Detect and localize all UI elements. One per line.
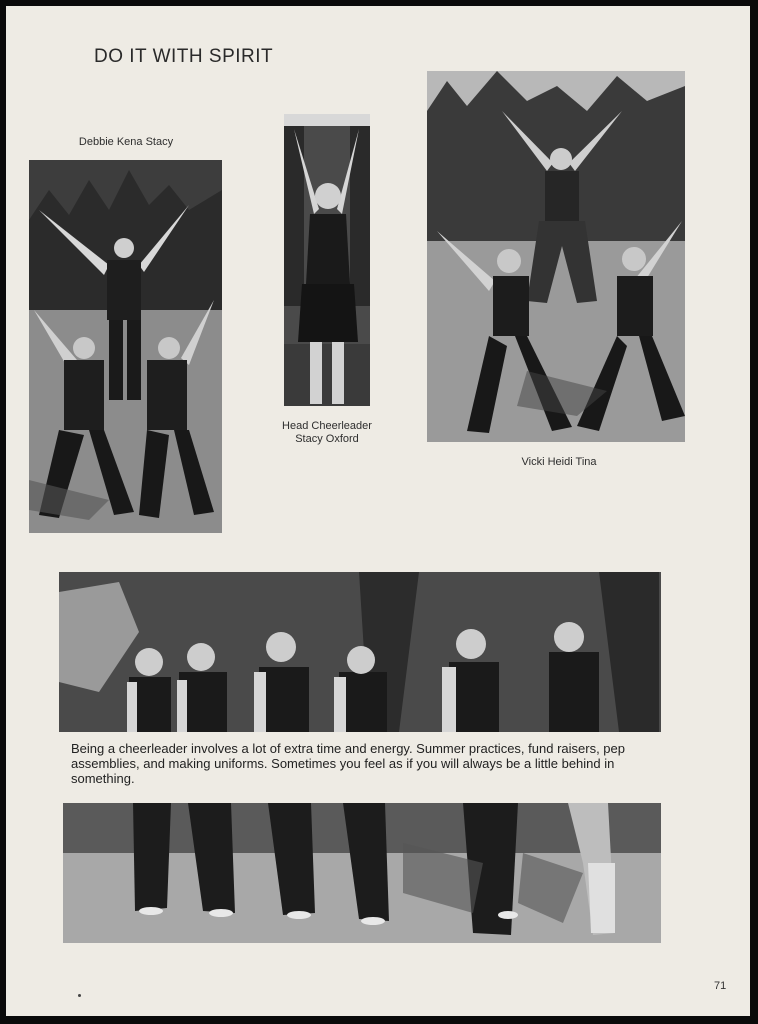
right-photo-caption: Vicki Heidi Tina bbox=[521, 456, 597, 468]
photo-pyramid-right bbox=[427, 71, 685, 442]
photo-head-cheerleader bbox=[284, 114, 370, 406]
photo-squad-line-lower bbox=[63, 803, 661, 943]
center-caption-line1: Head Cheerleader bbox=[282, 420, 372, 432]
center-caption-line2: Stacy Oxford bbox=[295, 433, 359, 445]
page-title: DO IT WITH SPIRIT bbox=[94, 46, 274, 67]
yearbook-page bbox=[6, 6, 750, 1016]
center-photo-caption bbox=[261, 420, 393, 446]
print-speck bbox=[78, 994, 81, 997]
body-paragraph: Being a cheerleader involves a lot of extra time and energy. Summer practices, fund raisers, pep assemblies, and making uniforms. Sometimes you feel as if you will always be a little behind in something. bbox=[71, 741, 625, 786]
left-photo-caption: Debbie Kena Stacy bbox=[78, 136, 174, 148]
photo-pyramid-three-cheerleaders bbox=[29, 160, 222, 533]
photo-squad-line-upper bbox=[59, 572, 661, 732]
page-number: 71 bbox=[714, 980, 727, 992]
